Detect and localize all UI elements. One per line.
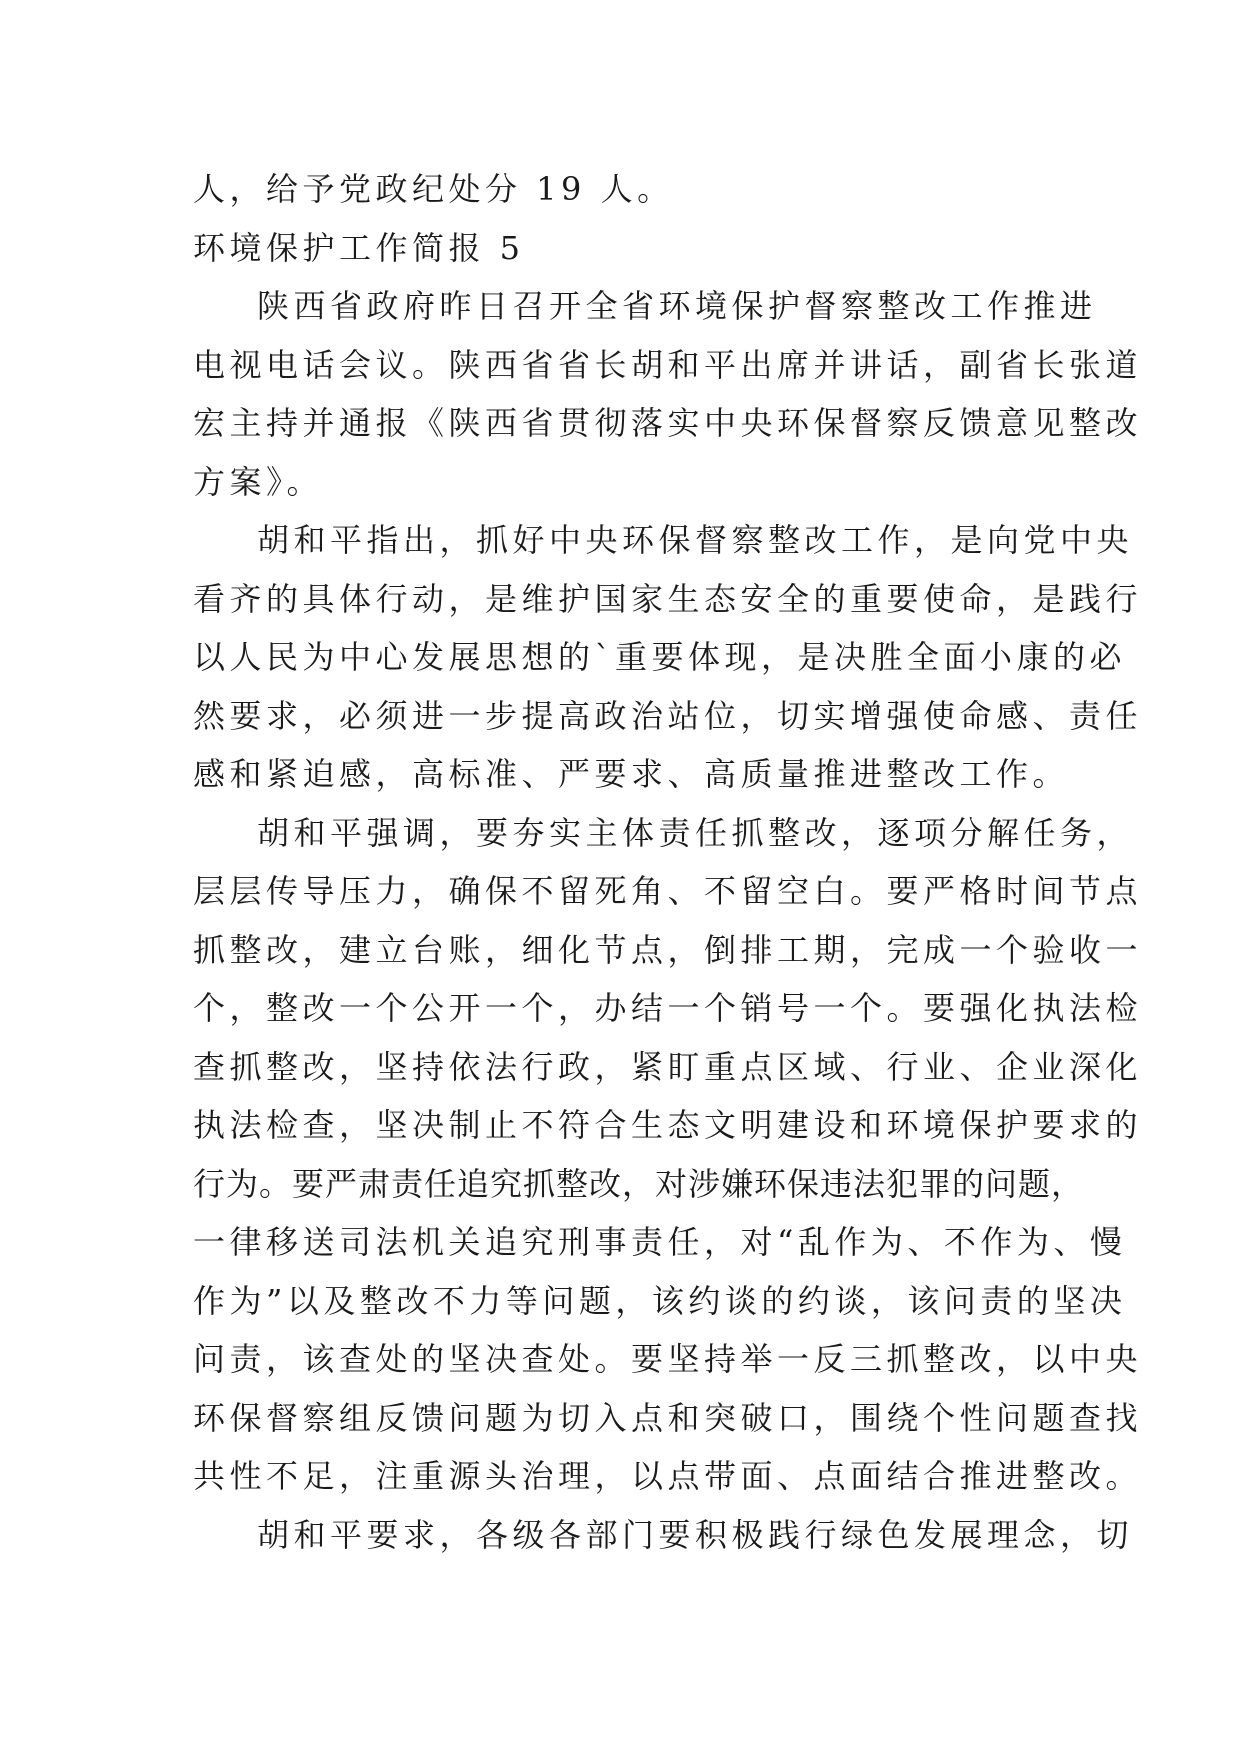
document-body xyxy=(193,160,1143,1564)
paragraph-3-line: 问责，该查处的坚决查处。要坚持举一反三抓整改，以中央 xyxy=(193,1340,1143,1378)
paragraph-2-line: 以人民为中心发展思想的`重要体现，是决胜全面小康的必 xyxy=(193,638,1127,676)
paragraph-3-line: 执法检查，坚决制止不符合生态文明建设和环境保护要求的 xyxy=(193,1106,1143,1144)
paragraph-3-line: 环保督察组反馈问题为切入点和突破口，围绕个性问题查找 xyxy=(193,1398,1143,1437)
paragraph-1-line: 陕西省政府昨日召开全省环境保护督察整改工作推进 xyxy=(257,287,1097,325)
paragraph-3-line: 作为”以及整改不力等问题，该约谈的约谈，该问责的坚决 xyxy=(193,1281,1127,1320)
paragraph-3-line: 一律移送司法机关追究刑事责任，对“乱作为、不作为、慢 xyxy=(193,1223,1127,1261)
paragraph-3-line: 胡和平强调，要夯实主体责任抓整改，逐项分解任务， xyxy=(257,813,1134,852)
paragraph-1-line: 宏主持并通报《陕西省贯彻落实中央环保督察反馈意见整改 xyxy=(193,404,1143,442)
paragraph-1-line: 电视电话会议。陕西省省长胡和平出席并讲话，副省长张道 xyxy=(193,345,1143,384)
paragraph-2-line: 胡和平指出，抓好中央环保督察整改工作，是向党中央 xyxy=(257,521,1134,559)
section-heading: 环境保护工作简报 5 xyxy=(193,228,525,267)
paragraph-1-line: 方案》。 xyxy=(193,462,324,501)
paragraph-3-line: 共性不足，注重源头治理，以点带面、点面结合推进整改。 xyxy=(193,1457,1143,1495)
paragraph-3-line: 查抓整改，坚持依法行政，紧盯重点区域、行业、企业深化 xyxy=(193,1047,1143,1086)
paragraph-3-line: 行为。要严肃责任追究抓整改，对涉嫌环保违法犯罪的问题， xyxy=(193,1164,1085,1203)
paragraph-3-line: 抓整改，建立台账，细化节点，倒排工期，完成一个验收一 xyxy=(193,930,1143,969)
paragraph-2-line: 然要求，必须进一步提高政治站位，切实增强使命感、责任 xyxy=(193,696,1143,735)
paragraph-3-line: 个，整改一个公开一个，办结一个销号一个。要强化执法检 xyxy=(193,989,1143,1027)
paragraph-4-line: 胡和平要求，各级各部门要积极践行绿色发展理念，切 xyxy=(257,1515,1134,1554)
paragraph-3-line: 层层传导压力，确保不留死角、不留空白。要严格时间节点 xyxy=(193,872,1143,910)
paragraph-2-line: 感和紧迫感，高标准、严要求、高质量推进整改工作。 xyxy=(193,755,1070,793)
text-line: 人，给予党政纪处分 19 人。 xyxy=(193,170,674,208)
paragraph-2-line: 看齐的具体行动，是维护国家生态安全的重要使命，是践行 xyxy=(193,579,1143,618)
